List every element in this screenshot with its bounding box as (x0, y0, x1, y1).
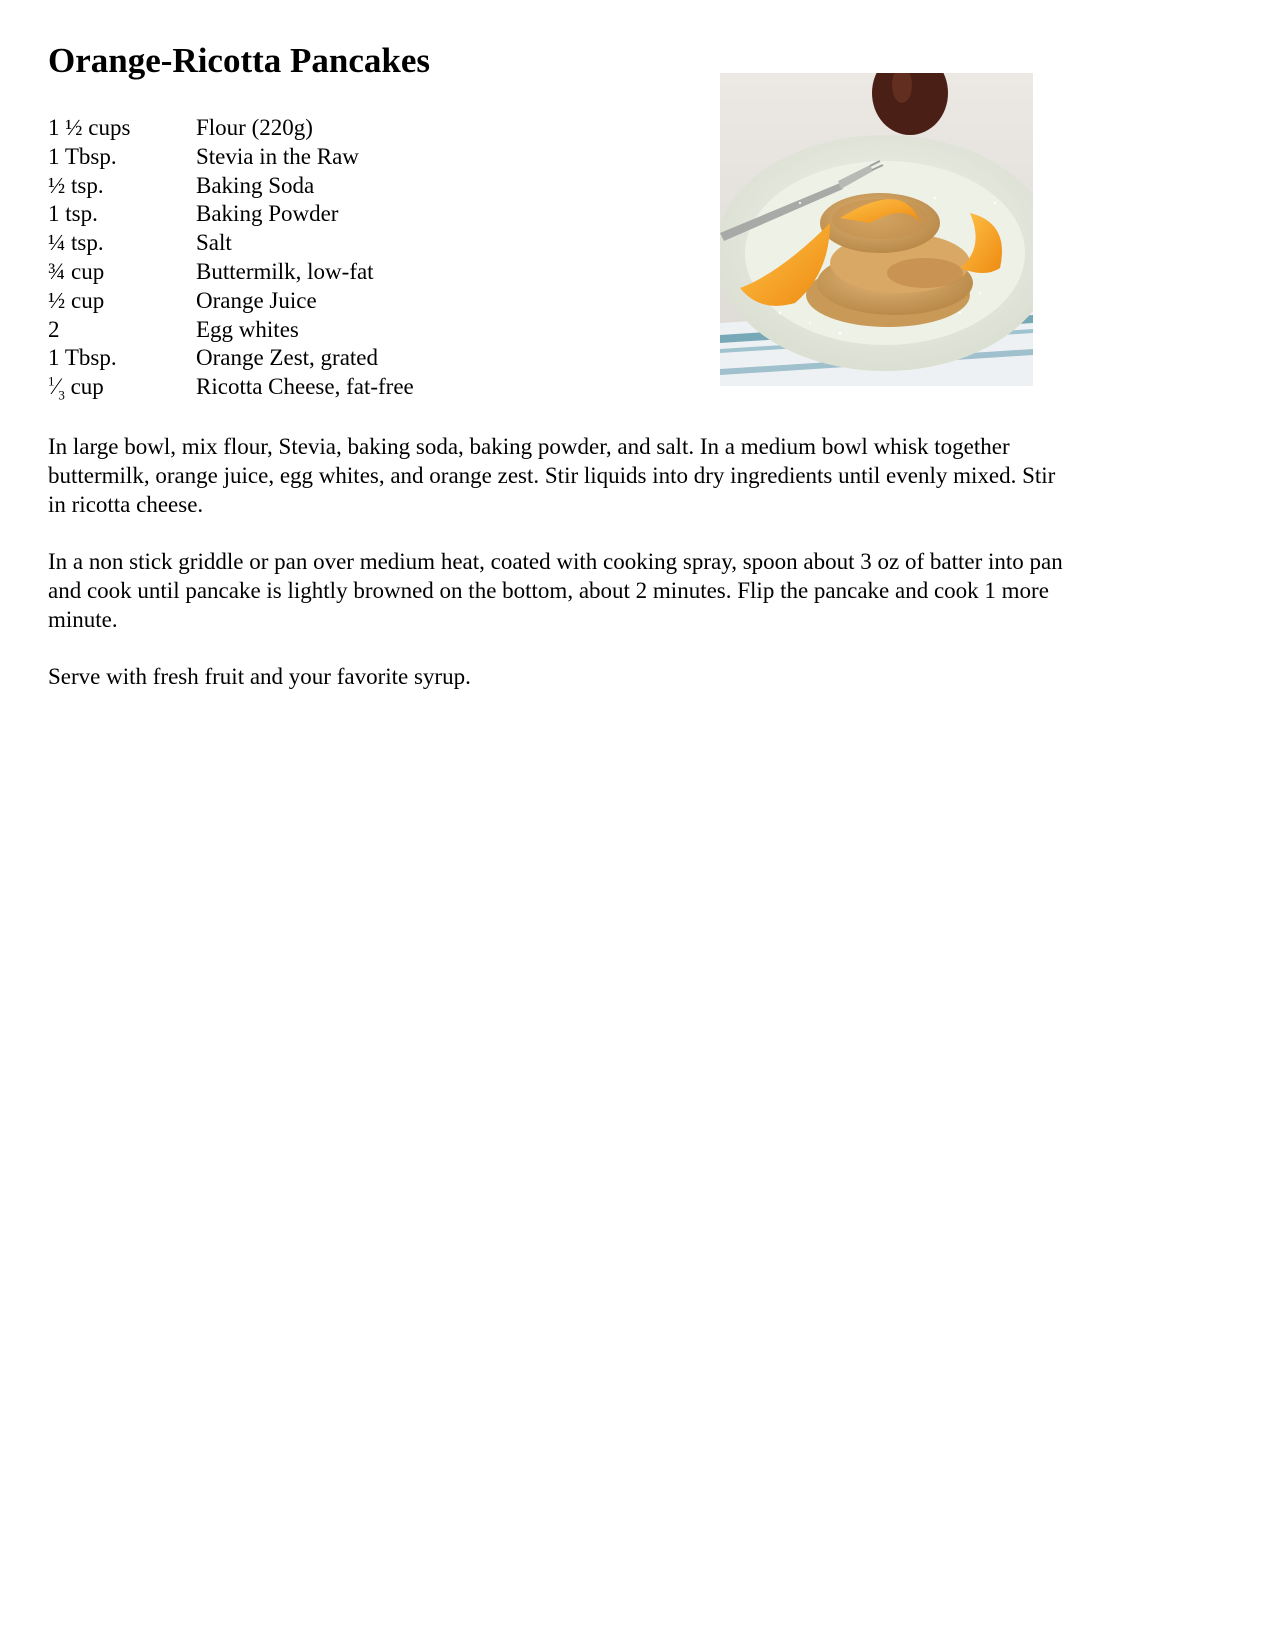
ingredient-quantity: 2 (48, 316, 60, 342)
ingredient-name: Buttermilk, low-fat (196, 258, 374, 284)
ingredient-quantity: 1 Tbsp. (48, 345, 117, 371)
ingredient-row (48, 258, 414, 287)
pancake-photo (720, 73, 1033, 386)
ingredient-row (48, 287, 414, 316)
ingredient-quantity: ½ cup (48, 287, 105, 313)
ingredient-name: Stevia in the Raw (196, 143, 359, 169)
ingredient-row (48, 143, 414, 172)
instruction-paragraph: In large bowl, mix flour, Stevia, baking soda, baking powder, and salt. In a medium bowl whisk together buttermilk, orange juice, egg whites, and orange zest. Stir liquids into dry ingredients until evenly mixed. Stir in ricotta cheese. (48, 434, 1056, 517)
ingredient-name: Orange Zest, grated (196, 345, 379, 371)
ingredient-row (48, 114, 414, 143)
ingredient-quantity: 1 ½ cups (48, 115, 131, 140)
ingredient-row (48, 172, 414, 201)
ingredient-row (48, 200, 414, 229)
ingredient-quantity: ½ tsp. (48, 172, 104, 198)
ingredient-row (48, 373, 414, 402)
instruction-paragraph: In a non stick griddle or pan over medium heat, coated with cooking spray, spoon about 3 oz of batter into pan and cook until pancake is lightly browned on the bottom, about 2 minutes. Flip the pancake and cook 1 more minute. (48, 549, 1063, 632)
ingredient-name: Ricotta Cheese, fat-free (196, 374, 414, 400)
ingredient-row (48, 316, 414, 345)
quantity-unit: cup (64, 374, 104, 400)
ingredient-quantity: 1 tsp. (48, 201, 98, 227)
recipe-title: Orange-Ricotta Pancakes (48, 41, 431, 80)
ingredient-quantity: 1 Tbsp. (48, 143, 117, 169)
ingredient-name: Orange Juice (196, 287, 317, 313)
ingredient-row (48, 344, 414, 373)
ingredient-name: Salt (196, 230, 232, 256)
ingredient-row (48, 229, 414, 258)
instruction-paragraph: Serve with fresh fruit and your favorite syrup. (48, 664, 471, 689)
ingredient-name: Flour (220g) (196, 115, 313, 140)
ingredient-list (48, 114, 414, 402)
ingredient-name: Baking Powder (196, 201, 339, 227)
ingredient-name: Egg whites (196, 316, 299, 342)
fraction-numerator: 1 (48, 373, 55, 389)
ingredient-quantity: $^1⁄_3$ cup (48, 373, 104, 403)
ingredient-quantity: ¼ tsp. (48, 230, 104, 256)
ingredient-name: Baking Soda (196, 172, 315, 198)
fraction-denominator: 3 (58, 387, 65, 403)
ingredient-quantity: ¾ cup (48, 258, 105, 284)
